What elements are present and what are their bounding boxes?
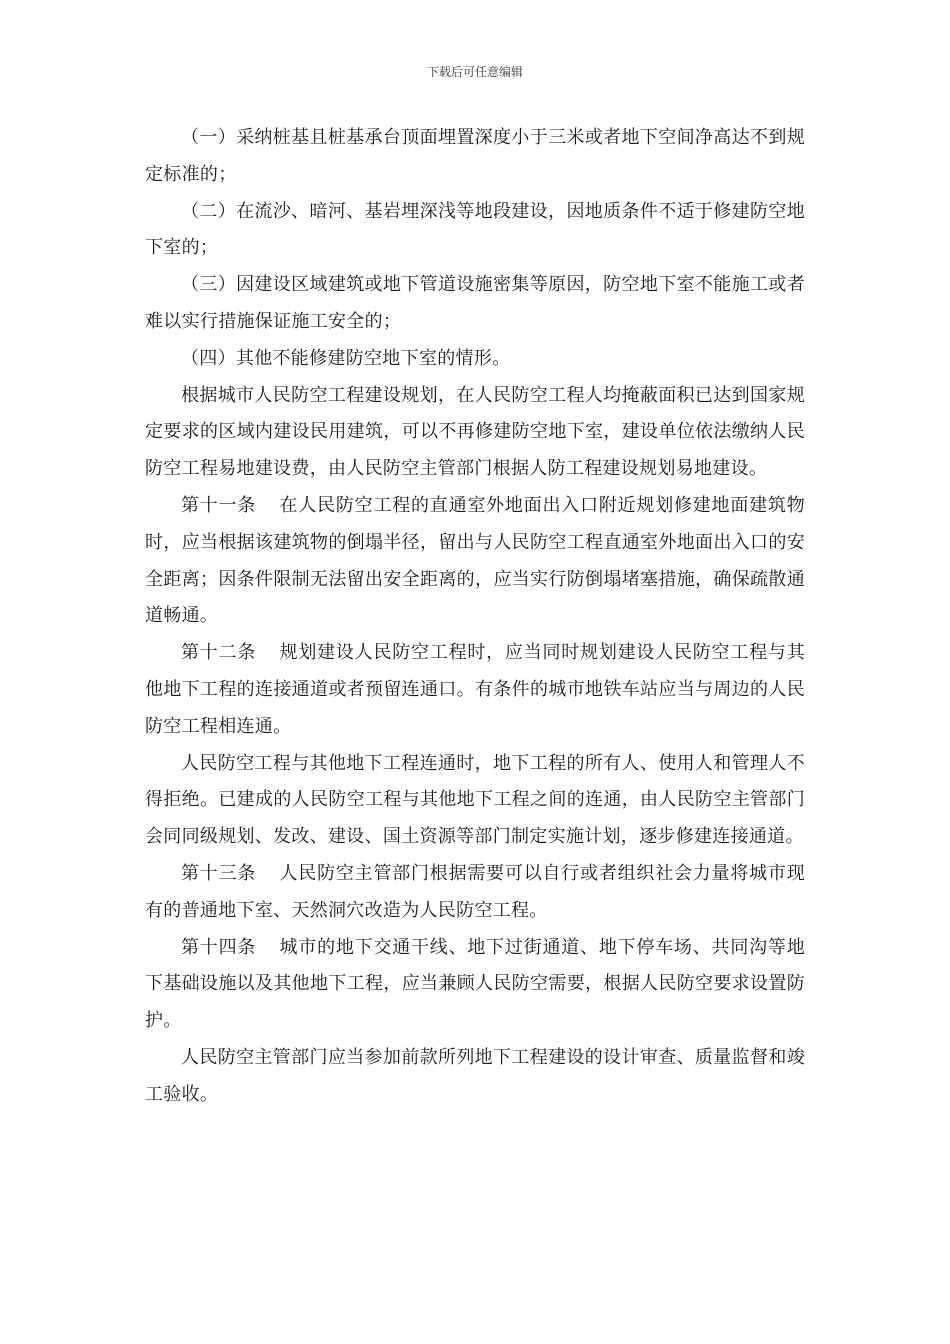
- article-text: 在人民防空工程的直通室外地面出入口附近规划修建地面建筑物时，应当根据该建筑物的倒塌半径，留出与人民防空工程直通室外地面出入口的安全距离；因条件限制无法留出安全距离的，应当实行防倒塌堵塞措施，确保疏散通道畅通。: [145, 494, 805, 627]
- article-number: 第十二条: [181, 642, 257, 664]
- paragraph-2: [145, 194, 805, 268]
- article-11: [145, 488, 805, 635]
- article-number: 第十三条: [181, 862, 257, 884]
- paragraph-4: [145, 341, 805, 378]
- document-body: [145, 120, 805, 1114]
- article-13: [145, 856, 805, 930]
- article-text: 规划建设人民防空工程时，应当同时规划建设人民防空工程与其他地下工程的连接通道或者预留连通口。有条件的城市地铁车站应当与周边的人民防空工程相连通。: [145, 642, 805, 737]
- paragraph-text: （二）在流沙、暗河、基岩埋深浅等地段建设，因地质条件不适于修建防空地下室的；: [145, 200, 805, 259]
- page-header: 下载后可任意编辑: [426, 65, 523, 79]
- article-12: [145, 635, 805, 745]
- paragraph-text: 人民防空主管部门应当参加前款所列地下工程建设的设计审查、质量监督和竣工验收。: [145, 1046, 805, 1105]
- article-number: 第十四条: [181, 936, 257, 958]
- paragraph-11: [145, 1040, 805, 1114]
- paragraph-text: （三）因建设区域建筑或地下管道设施密集等原因，防空地下室不能施工或者难以实行措施保证施工安全的；: [145, 274, 805, 332]
- paragraph-1: [145, 120, 805, 194]
- article-14: [145, 930, 805, 1040]
- article-number: 第十一条: [181, 494, 257, 516]
- article-text: 人民防空主管部门根据需要可以自行或者组织社会力量将城市现有的普通地下室、天然洞穴改造为人民防空工程。: [145, 862, 805, 921]
- paragraph-3: [145, 267, 805, 341]
- article-text: 城市的地下交通干线、地下过街通道、地下停车场、共同沟等地下基础设施以及其他地下工程，应当兼顾人民防空需要，根据人民防空要求设置防护。: [145, 936, 805, 1032]
- paragraph-8: [145, 746, 805, 856]
- paragraph-text: 人民防空工程与其他地下工程连通时，地下工程的所有人、使用人和管理人不得拒绝。已建成的人民防空工程与其他地下工程之间的连通，由人民防空主管部门会同同级规划、发改、建设、国土资源等部门制定实施计划，逐步修建连接通道。: [145, 752, 805, 848]
- paragraph-5: [145, 378, 805, 488]
- paragraph-text: （四）其他不能修建防空地下室的情形。: [181, 347, 511, 369]
- paragraph-text: （一）采纳桩基且桩基承台顶面埋置深度小于三米或者地下空间净高达不到规定标准的；: [145, 127, 805, 185]
- paragraph-text: 根据城市人民防空工程建设规划，在人民防空工程人均掩蔽面积已达到国家规定要求的区域内建设民用建筑，可以不再修建防空地下室，建设单位依法缴纳人民防空工程易地建设费，由人民防空主管部门根据人防工程建设规划易地建设。: [145, 384, 805, 480]
